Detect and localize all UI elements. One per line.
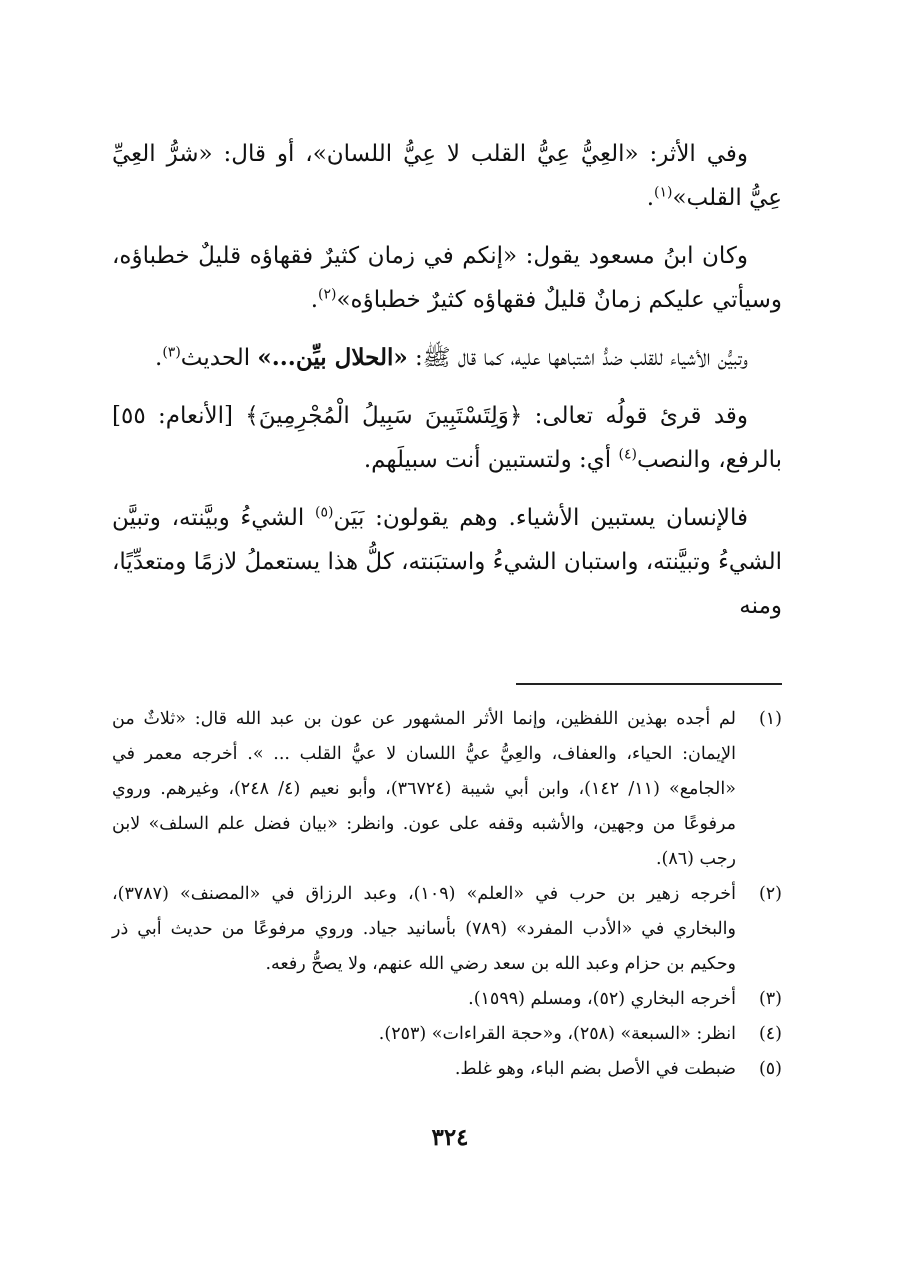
footnote-number: (٣)	[758, 989, 782, 1009]
paragraph-text: وفي الأثر: «العِيُّ عِيُّ القلب لا عِيُّ اللسان»، أو قال: «شرُّ العِيِّ عِيُّ القلب»	[112, 141, 782, 211]
paragraph-text: وتبيُّن الأشياء للقلب ضدُّ اشتباهها عليه، كما قال ﷺ:	[407, 345, 748, 371]
footnote-ref-5: (٥)	[315, 504, 334, 521]
footnote-number: (٢)	[758, 884, 782, 904]
paragraph-1	[112, 132, 782, 220]
paragraph-end: .	[155, 345, 163, 371]
paragraph-text-after: أي: ولتستبين أنت سبيلَهم.	[363, 447, 619, 473]
paragraph-text: وقد قرئ قولُه تعالى: ﴿وَلِتَسْتَبِينَ سَبِيلُ الْمُجْرِمِينَ﴾ [الأنعام: ٥٥] بالرفع، والنصب	[112, 403, 782, 473]
footnotes	[112, 702, 782, 1087]
footnote-2	[112, 877, 782, 982]
hadith-quote: «الحلال بيِّن...»	[257, 344, 408, 371]
paragraph-end: .	[646, 185, 655, 211]
footnote-1	[112, 702, 782, 877]
footnote-text: أخرجه زهير بن حرب في «العلم» (١٠٩)، وعبد الرزاق في «المصنف» (٣٧٨٧)، والبخاري في «الأدب المفرد» (٧٨٩) بأسانيد جياد. وروي مرفوعًا من حديث أبي ذر وحكيم بن حزام وعبد الله بن سعد رضي الله عنهم، ولا يصحُّ رفعه.	[112, 884, 736, 974]
paragraph-2	[112, 234, 782, 322]
footnote-ref-4: (٤)	[618, 446, 637, 463]
paragraph-text-after: الشيءُ وبيَّنته، وتبيَّن الشيءُ وتبيَّنته، واستبان الشيءُ واستبَنته، كلُّ هذا يستعملُ لازمًا ومتعدِّيًا، ومنه	[111, 505, 782, 619]
footnote-number: (١)	[758, 709, 782, 729]
paragraph-3	[112, 336, 782, 380]
footnote-number: (٥)	[758, 1059, 782, 1079]
footnote-ref-3: (٣)	[162, 344, 181, 361]
paragraph-text-after: الحديث	[180, 345, 258, 371]
main-text	[112, 132, 782, 642]
paragraph-text: فالإنسان يستبين الأشياء. وهم يقولون: بَيَن	[333, 505, 748, 531]
footnote-number: (٤)	[758, 1024, 782, 1044]
footnote-text: لم أجده بهذين اللفظين، وإنما الأثر المشهور عن عون بن عبد الله قال: «ثلاثٌ من الإيمان: الحياء، والعفاف، والعِيُّ عيُّ اللسان لا عيُّ القلب ... ». أخرجه معمر في «الجامع» (١١/ ١٤٢)، وابن أبي شيبة (٣٦٧٢٤)، وأبو نعيم (٤/ ٢٤٨)، وغيرهم. وروي مرفوعًا من وجهين، والأشبه وقفه على عون. وانظر: «بيان فضل علم السلف» لابن رجب (٨٦).	[112, 709, 736, 869]
paragraph-end: .	[310, 287, 318, 313]
footnote-text: ضبطت في الأصل بضم الباء، وهو غلط.	[454, 1059, 736, 1079]
footnote-ref-1: (١)	[654, 184, 673, 201]
footnote-4	[112, 1017, 782, 1052]
footnote-ref-2: (٢)	[318, 286, 337, 303]
page-number: ٣٢٤	[431, 1124, 469, 1151]
footnote-text: انظر: «السبعة» (٢٥٨)، و«حجة القراءات» (٢٥٣).	[378, 1024, 736, 1044]
paragraph-4	[112, 394, 782, 482]
paragraph-5	[112, 496, 782, 628]
footnote-text: أخرجه البخاري (٥٢)، ومسلم (١٥٩٩).	[468, 989, 736, 1009]
footnote-5	[112, 1052, 782, 1087]
footnote-3	[112, 982, 782, 1017]
footnote-divider	[516, 683, 782, 685]
paragraph-text: وكان ابنُ مسعود يقول: «إنكم في زمان كثيرٌ فقهاؤه قليلٌ خطباؤه، وسيأتي عليكم زمانٌ قليلٌ فقهاؤه كثيرٌ خطباؤه»	[112, 243, 782, 313]
